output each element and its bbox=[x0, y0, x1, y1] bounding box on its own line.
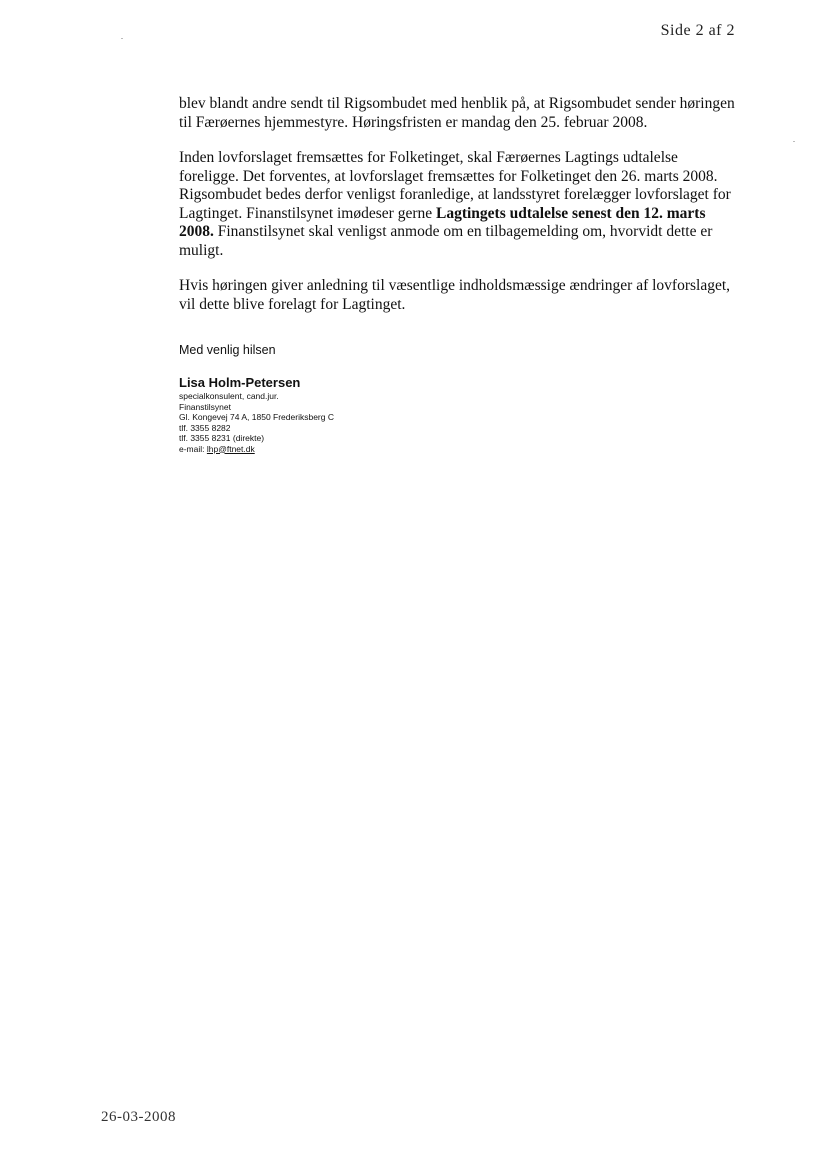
paragraph-lagting-statement-start: Inden lovforslaget fremsættes for Folketinget, skal Færøernes Lagtings udtalelse foreligge. Det forventes, at lovforslaget fremsættes for Folketinget den 26. marts 2008. Rigsombudet bedes derfor venligst foranledige, at landsstyret forelægger lovforslaget for Lagtinget. Finanstilsynet imødeser gerne bbox=[179, 149, 731, 222]
signature-phone-direct: tlf. 3355 8231 (direkte) bbox=[179, 433, 265, 443]
signature-email-line bbox=[179, 444, 334, 455]
signature-email-link[interactable]: lhp@ftnet.dk bbox=[206, 443, 255, 454]
scan-speck bbox=[121, 38, 123, 39]
scan-speck bbox=[793, 141, 795, 142]
signature-title: specialkonsulent, cand.jur. bbox=[179, 391, 279, 401]
paragraph-hearing-deadline: blev blandt andre sendt til Rigsombudet med henblik på, at Rigsombudet sender høringen til Færøernes hjemmestyre. Høringsfristen er mandag den 25. februar 2008. bbox=[179, 95, 735, 131]
paragraph-lagting-statement-end: Finanstilsynet skal venligst anmode om en tilbagemelding om, hvorvidt dette er muligt. bbox=[179, 223, 713, 259]
signature-address: Gl. Kongevej 74 A, 1850 Frederiksberg C bbox=[179, 412, 334, 422]
signature-phone: tlf. 3355 8282 bbox=[179, 422, 231, 433]
signature-email-label: e-mail: bbox=[179, 443, 207, 454]
paragraph-lagting-statement-deadline: Lagtingets udtalelse senest den 12. marts 2008. bbox=[179, 204, 706, 240]
paragraph-substantive-changes: Hvis høringen giver anledning til væsentlige indholdsmæssige ændringer af lovforslaget, vil dette blive forelagt for Lagtinget. bbox=[179, 277, 731, 313]
signature-organization: Finanstilsynet bbox=[179, 401, 231, 412]
footer-date: 26-03-2008 bbox=[101, 1109, 176, 1125]
paragraph-lagting-statement bbox=[179, 149, 739, 260]
signature-block bbox=[179, 375, 334, 454]
signature-name: Lisa Holm-Petersen bbox=[179, 375, 301, 390]
letter-body bbox=[179, 95, 739, 331]
closing-greeting: Med venlig hilsen bbox=[179, 343, 276, 357]
page-indicator: Side 2 af 2 bbox=[660, 22, 735, 39]
